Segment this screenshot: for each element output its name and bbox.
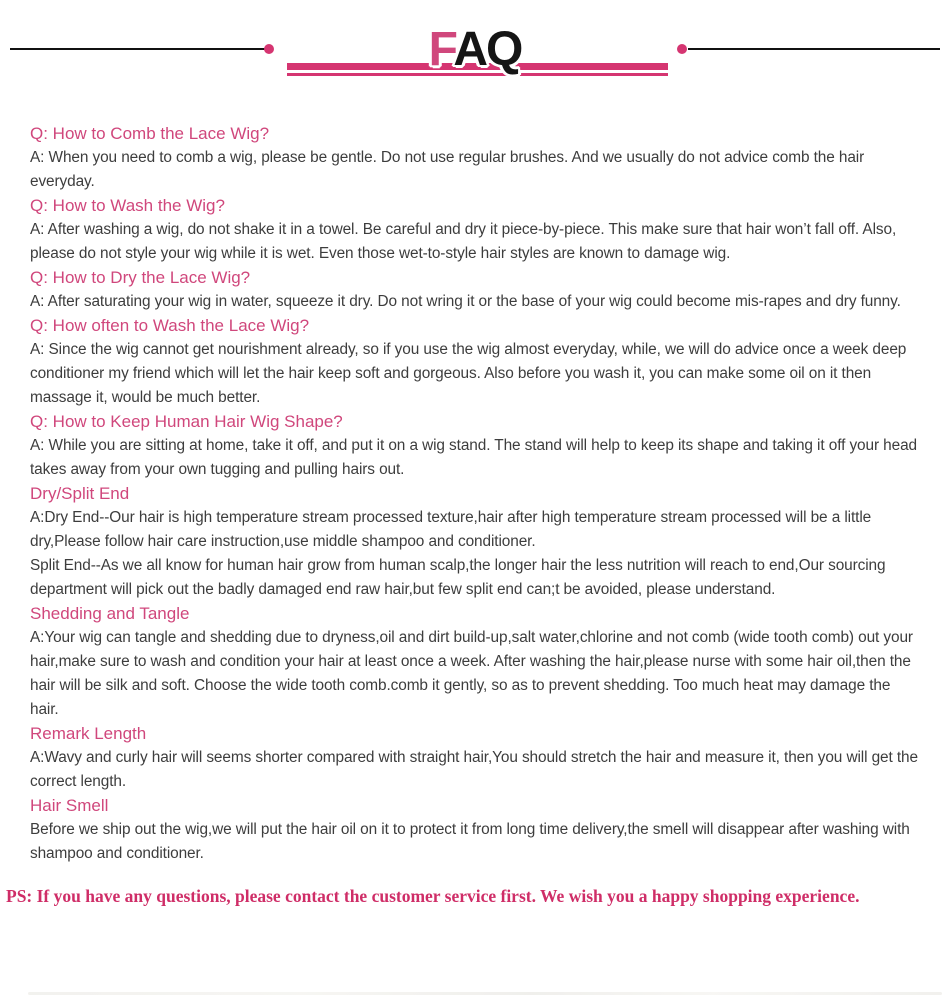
faq-question: Dry/Split End — [30, 484, 130, 503]
faq-answer: A:Dry End--Our hair is high temperature stream processed texture,hair after high temperature stream processed will be a little dry,Please follow hair care instruction,use middle shampoo and conditioner. — [30, 509, 872, 550]
faq-question: Q: How to Keep Human Hair Wig Shape? — [30, 412, 343, 431]
faq-header — [0, 0, 950, 108]
ps-note: PS: If you have any questions, please contact the customer service first. We wish you a happy shopping experience. — [6, 886, 860, 906]
page-title-rest: AQ — [453, 23, 522, 76]
faq-question: Hair Smell — [30, 796, 109, 815]
faq-answer: A: When you need to comb a wig, please be gentle. Do not use regular brushes. And we usually do not advice comb the hair everyday. — [30, 149, 865, 190]
page-title — [0, 23, 950, 76]
faq-question: Q: How to Dry the Lace Wig? — [30, 268, 251, 287]
page-title-accent-letter: F — [428, 23, 454, 76]
faq-question: Shedding and Tangle — [30, 604, 190, 623]
bottom-divider — [28, 992, 942, 995]
faq-answer: Before we ship out the wig,we will put the hair oil on it to protect it from long time delivery,the smell will disappear after washing with shampoo and conditioner. — [30, 821, 910, 862]
faq-answer: A: While you are sitting at home, take it off, and put it on a wig stand. The stand will help to keep its shape and taking it off your head takes away from your own tugging and pulling hairs out. — [30, 437, 917, 478]
faq-answer: A: Since the wig cannot get nourishment already, so if you use the wig almost everyday, while, we will do advice once a week deep conditioner my friend which will let the hair keep soft and gorgeous. Also before you wash it, you can make some oil on it then massage it, would be much better. — [30, 341, 907, 406]
faq-answer: A: After washing a wig, do not shake it in a towel. Be careful and dry it piece-by-piece. This make sure that hair won’t fall off. Also, please do not style your wig while it is wet. Even those wet-to-style hair styles are known to damage wig. — [30, 221, 897, 262]
faq-question: Q: How often to Wash the Lace Wig? — [30, 316, 310, 335]
faq-answer: A: After saturating your wig in water, squeeze it dry. Do not wring it or the base of your wig could become mis-rapes and dry funny. — [30, 293, 901, 310]
faq-question: Q: How to Comb the Lace Wig? — [30, 124, 270, 143]
faq-list — [0, 108, 950, 866]
faq-question: Q: How to Wash the Wig? — [30, 196, 225, 215]
faq-answer: A:Your wig can tangle and shedding due to dryness,oil and dirt build-up,salt water,chlorine and not comb (wide tooth comb) out your hair,make sure to wash and condition your hair at least once a week. After washing the hair,please nurse with some hair oil,then the hair will be silk and soft. Choose the wide tooth comb.comb it gently, so as to prevent shedding. Too much heat may damage the hair. — [30, 629, 913, 718]
faq-answer: Split End--As we all know for human hair grow from human scalp,the longer hair the less nutrition will reach to end,Our sourcing department will pick out the badly damaged end raw hair,but few split end can;t be avoided, please understand. — [30, 557, 886, 598]
faq-question: Remark Length — [30, 724, 147, 743]
faq-answer: A:Wavy and curly hair will seems shorter compared with straight hair,You should stretch the hair and measure it, then you will get the correct length. — [30, 749, 918, 790]
